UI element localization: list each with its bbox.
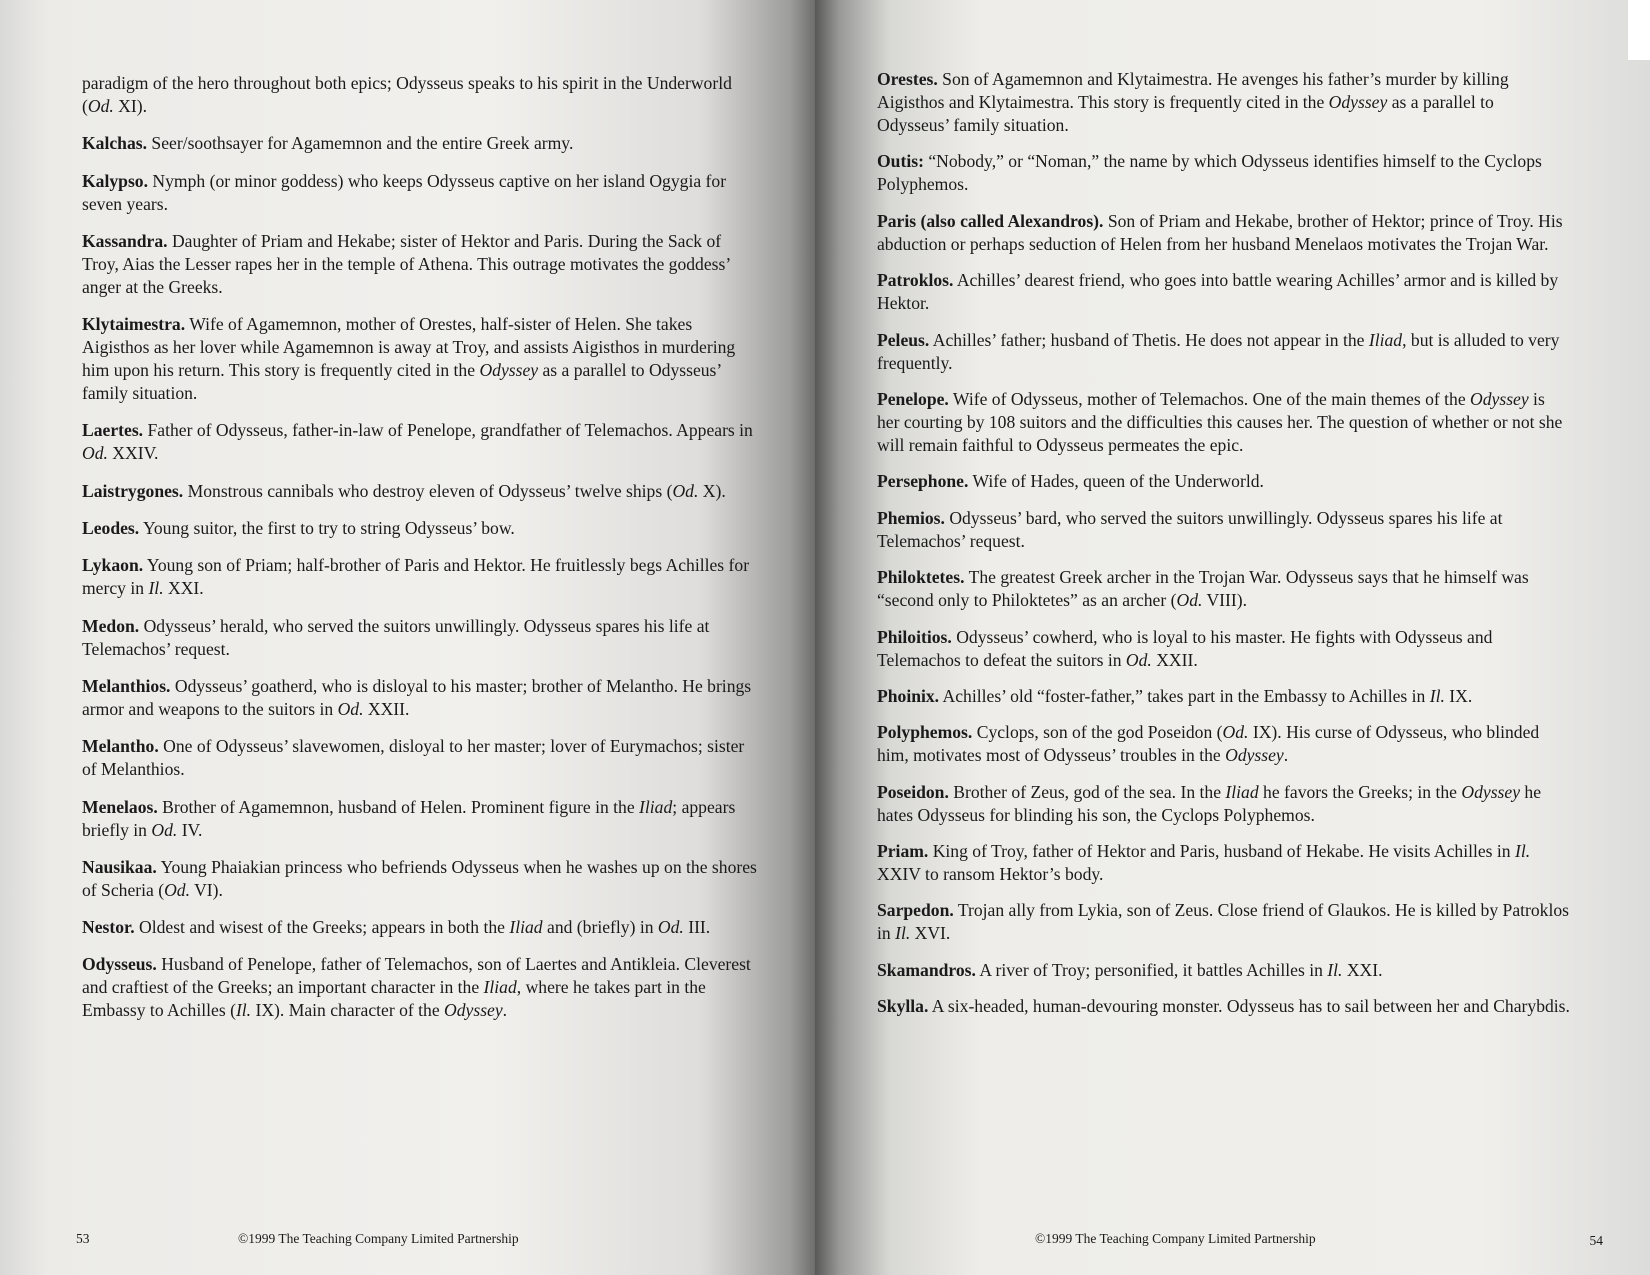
glossary-term: Skylla. xyxy=(877,996,929,1017)
glossary-term: Medon. xyxy=(82,615,140,636)
glossary-term: Skamandros. xyxy=(877,959,976,980)
glossary-term: Philoitios. xyxy=(877,626,952,647)
glossary-entry xyxy=(877,388,1570,457)
glossary-definition: Daughter of Priam and Hekabe; sister of Hektor and Paris. During the Sack of Troy, Aias the Lesser rapes her in the temple of Athena. This outrage motivates the goddess’ anger at the Greeks. xyxy=(82,230,730,297)
glossary-definition: A six-headed, human-devouring monster. Odysseus has to sail between her and Charybdis. xyxy=(931,996,1570,1017)
glossary-definition: Odysseus’ cowherd, who is loyal to his master. He fights with Odysseus and Telemachos to defeat the suitors in Od. XXII. xyxy=(877,626,1493,670)
glossary-term: Kassandra. xyxy=(82,230,168,251)
glossary-definition: Young son of Priam; half-brother of Paris and Hektor. He fruitlessly begs Achilles for mercy in Il. XXI. xyxy=(82,555,750,599)
glossary-definition: Trojan ally from Lykia, son of Zeus. Close friend of Glaukos. He is killed by Patroklos in Il. XVI. xyxy=(877,900,1569,944)
glossary-term: Poseidon. xyxy=(877,781,949,802)
glossary-entry xyxy=(82,230,760,299)
glossary-term: Laistrygones. xyxy=(82,480,184,501)
glossary-term: Lykaon. xyxy=(82,555,144,576)
glossary-entry xyxy=(82,735,760,781)
glossary-definition: Father of Odysseus, father-in-law of Penelope, grandfather of Telemachos. Appears in Od. XXIV. xyxy=(82,420,753,464)
glossary-definition: Wife of Odysseus, mother of Telemachos. One of the main themes of the Odyssey is her courting by 108 suitors and the difficulties this causes her. The question of whether or not she will remain faithful to Odysseus permeates the epic. xyxy=(877,388,1563,455)
page-number: 53 xyxy=(76,1231,90,1246)
glossary-entry xyxy=(877,329,1570,375)
glossary-term: Klytaimestra. xyxy=(82,314,186,335)
glossary-definition: Nymph (or minor goddess) who keeps Odysseus captive on her island Ogygia for seven years. xyxy=(82,170,727,214)
glossary-term: Sarpedon. xyxy=(877,900,954,921)
glossary-entry xyxy=(82,517,760,540)
glossary-definition: The greatest Greek archer in the Trojan War. Odysseus says that he himself was “second only to Philoktetes” as an archer (Od. VIII). xyxy=(877,567,1529,611)
glossary-entry xyxy=(82,796,760,842)
glossary-entry xyxy=(877,470,1570,493)
glossary-term: Nestor. xyxy=(82,917,135,938)
glossary-entry xyxy=(82,170,760,216)
glossary-term: Kalchas. xyxy=(82,133,148,154)
glossary-term: Patroklos. xyxy=(877,270,954,291)
glossary-definition: Achilles’ old “foster-father,” takes part in the Embassy to Achilles in Il. IX. xyxy=(942,685,1473,706)
glossary-term: Phemios. xyxy=(877,507,945,528)
glossary-term: Nausikaa. xyxy=(82,856,157,877)
glossary-term: Melanthios. xyxy=(82,675,171,696)
glossary-entry xyxy=(877,150,1570,196)
copyright-notice: ©1999 The Teaching Company Limited Partnership xyxy=(238,1231,519,1246)
glossary-term: Kalypso. xyxy=(82,170,148,191)
glossary-definition: Son of Agamemnon and Klytaimestra. He avenges his father’s murder by killing Aigisthos and Klytaimestra. This story is frequently cited in the Odyssey as a parallel to Odysseus’ family situation. xyxy=(877,69,1509,135)
glossary-definition: Wife of Hades, queen of the Underworld. xyxy=(972,471,1264,492)
glossary-entry xyxy=(877,995,1570,1018)
glossary-entry xyxy=(877,507,1570,553)
glossary-definition: Achilles’ father; husband of Thetis. He does not appear in the Iliad, but is alluded to very frequently. xyxy=(877,329,1560,373)
glossary-term: Persephone. xyxy=(877,471,969,492)
glossary-definition: Young Phaiakian princess who befriends Odysseus when he washes up on the shores of Scheria (Od. VI). xyxy=(82,856,757,900)
glossary-definition: Cyclops, son of the god Poseidon (Od. IX). His curse of Odysseus, who blinded him, motivates most of Odysseus’ troubles in the Odyssey. xyxy=(877,722,1540,766)
glossary-entry xyxy=(82,480,760,503)
glossary-entry xyxy=(877,840,1570,886)
glossary-definition: Odysseus’ bard, who served the suitors unwillingly. Odysseus spares his life at Telemachos’ request. xyxy=(877,507,1503,551)
glossary-term: Paris (also called Alexandros). xyxy=(877,210,1104,231)
glossary-definition: Son of Priam and Hekabe, brother of Hektor; prince of Troy. His abduction or perhaps seduction of Helen from her husband Menelaos motivates the Trojan War. xyxy=(877,210,1563,254)
glossary-entry xyxy=(82,615,760,661)
left-page xyxy=(0,0,815,1275)
glossary-entry xyxy=(82,856,760,902)
glossary-definition: One of Odysseus’ slavewomen, disloyal to her master; lover of Eurymachos; sister of Melanthios. xyxy=(82,736,745,780)
glossary-entry xyxy=(877,685,1570,708)
glossary-entry xyxy=(877,781,1570,827)
glossary-entry xyxy=(82,419,760,465)
glossary-term: Outis: xyxy=(877,151,924,172)
glossary-definition: Achilles’ dearest friend, who goes into battle wearing Achilles’ armor and is killed by Hektor. xyxy=(877,270,1559,314)
glossary-entry xyxy=(877,566,1570,612)
glossary-definition: King of Troy, father of Hektor and Paris, husband of Hekabe. He visits Achilles in Il. XXIV to ransom Hektor’s body. xyxy=(877,841,1531,885)
glossary-term: Phoinix. xyxy=(877,685,940,706)
glossary-entry xyxy=(877,899,1570,945)
right-page xyxy=(815,0,1650,1275)
glossary-definition: Oldest and wisest of the Greeks; appears in both the Iliad and (briefly) in Od. III. xyxy=(139,917,711,938)
glossary-definition: paradigm of the hero throughout both epics; Odysseus speaks to his spirit in the Underworld (Od. XI). xyxy=(82,73,732,116)
glossary-entry xyxy=(82,132,760,155)
glossary-definition: Husband of Penelope, father of Telemachos, son of Laertes and Antikleia. Cleverest and craftiest of the Greeks; an important character in the Iliad, where he takes part in the Embassy to Achilles (Il. IX). Main character of the Odyssey. xyxy=(82,954,751,1021)
glossary-term: Priam. xyxy=(877,841,929,862)
glossary-entry xyxy=(82,675,760,721)
glossary-entry xyxy=(877,269,1570,315)
glossary-term: Leodes. xyxy=(82,518,140,539)
glossary-entry xyxy=(877,68,1570,137)
glossary-entry xyxy=(877,210,1570,256)
glossary-term: Menelaos. xyxy=(82,796,158,817)
left-glossary-entries xyxy=(82,72,760,1037)
glossary-definition: Monstrous cannibals who destroy eleven of Odysseus’ twelve ships (Od. X). xyxy=(187,480,726,501)
glossary-definition: “Nobody,” or “Noman,” the name by which Odysseus identifies himself to the Cyclops Polyphemos. xyxy=(877,151,1542,195)
glossary-definition: Brother of Zeus, god of the sea. In the Iliad he favors the Greeks; in the Odyssey he hates Odysseus for blinding his son, the Cyclops Polyphemos. xyxy=(877,781,1542,825)
glossary-entry xyxy=(877,959,1570,982)
glossary-entry xyxy=(82,554,760,600)
glossary-term: Melantho. xyxy=(82,736,159,757)
glossary-definition: Odysseus’ herald, who served the suitors unwillingly. Odysseus spares his life at Telemachos’ request. xyxy=(82,615,710,659)
glossary-term: Philoktetes. xyxy=(877,567,965,588)
glossary-entry xyxy=(82,72,760,118)
copyright-notice: ©1999 The Teaching Company Limited Partnership xyxy=(1035,1231,1316,1246)
glossary-definition: Brother of Agamemnon, husband of Helen. Prominent figure in the Iliad; appears briefly in Od. IV. xyxy=(82,796,736,840)
page-number: 54 xyxy=(1589,1233,1603,1248)
right-glossary-entries xyxy=(877,68,1570,1032)
glossary-term: Peleus. xyxy=(877,329,930,350)
glossary-entry xyxy=(82,916,760,939)
glossary-term: Orestes. xyxy=(877,69,938,89)
glossary-term: Laertes. xyxy=(82,420,144,441)
glossary-definition: Young suitor, the first to try to string Odysseus’ bow. xyxy=(142,518,515,539)
glossary-definition: Wife of Agamemnon, mother of Orestes, half-sister of Helen. She takes Aigisthos as her lover while Agamemnon is away at Troy, and assists Aigisthos in murdering him upon his return. This story is frequently cited in the Odyssey as a parallel to Odysseus’ family situation. xyxy=(82,314,736,404)
glossary-definition: A river of Troy; personified, it battles Achilles in Il. XXI. xyxy=(979,959,1383,980)
glossary-entry xyxy=(877,626,1570,672)
glossary-term: Odysseus. xyxy=(82,954,157,975)
glossary-entry xyxy=(82,313,760,405)
glossary-entry xyxy=(82,953,760,1022)
glossary-entry xyxy=(877,721,1570,767)
glossary-definition: Seer/soothsayer for Agamemnon and the entire Greek army. xyxy=(151,133,574,154)
glossary-term: Polyphemos. xyxy=(877,722,973,743)
glossary-term: Penelope. xyxy=(877,388,949,409)
glossary-definition: Odysseus’ goatherd, who is disloyal to his master; brother of Melantho. He brings armor and weapons to the suitors in Od. XXII. xyxy=(82,675,752,719)
